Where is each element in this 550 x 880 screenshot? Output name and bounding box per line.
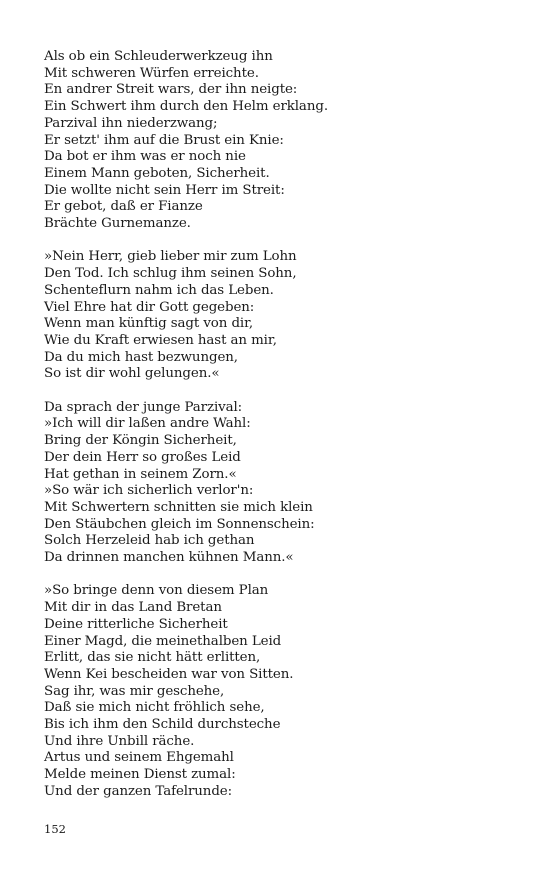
stanza-3 (44, 400, 514, 567)
verse-line: Er gebot, daß er Fianze (44, 199, 203, 215)
verse-line: Schenteflurn nahm ich das Leben. (44, 282, 274, 298)
verse-line: Da drinnen manchen kühnen Mann.« (44, 550, 294, 566)
verse-line: Hat gethan in seinem Zorn.« (44, 466, 237, 482)
verse-line: Einer Magd, die meinethalben Leid (44, 633, 282, 649)
poem-text (44, 49, 514, 801)
verse-line: Er setzt' ihm auf die Brust ein Knie: (44, 132, 284, 148)
verse-line: Wenn Kei bescheiden war von Sitten. (44, 666, 294, 682)
verse-line: »So wär ich sicherlich verlor'n: (44, 483, 254, 499)
verse-line: Mit schweren Würfen erreichte. (44, 65, 259, 81)
verse-line: Solch Herzeleid hab ich gethan (44, 533, 255, 549)
verse-line: Da sprach der junge Parzival: (44, 399, 243, 415)
verse-line: Melde meinen Dienst zumal: (44, 767, 236, 783)
verse-line: Die wollte nicht sein Herr im Streit: (44, 182, 285, 198)
verse-line: Bring der Köngin Sicherheit, (44, 433, 237, 449)
verse-line: Wenn man künftig sagt von dir, (44, 316, 254, 332)
verse-line: Bis ich ihm den Schild durchsteche (44, 717, 281, 733)
verse-line: Den Stäubchen gleich im Sonnenschein: (44, 516, 315, 532)
verse-line: Mit Schwertern schnitten sie mich klein (44, 499, 313, 515)
verse-line: Sag ihr, was mir geschehe, (44, 683, 225, 699)
verse-line: Viel Ehre hat dir Gott gegeben: (44, 299, 255, 315)
page-number: 152 (44, 822, 66, 836)
verse-line: Daß sie mich nicht fröhlich sehe, (44, 700, 265, 716)
verse-line: Artus und seinem Ehgemahl (44, 750, 234, 766)
stanza-2 (44, 249, 514, 383)
verse-line: So ist dir wohl gelungen.« (44, 366, 220, 382)
verse-line: Deine ritterliche Sicherheit (44, 616, 228, 632)
verse-line: Und ihre Unbill räche. (44, 733, 195, 749)
verse-line: Mit dir in das Land Bretan (44, 600, 222, 616)
verse-line: Erlitt, das sie nicht hätt erlitten, (44, 650, 261, 666)
verse-line: Einem Mann geboten, Sicherheit. (44, 165, 270, 181)
verse-line: Ein Schwert ihm durch den Helm erklang. (44, 99, 328, 115)
verse-line: Da du mich hast bezwungen, (44, 349, 238, 365)
verse-line: Parzival ihn niederzwang; (44, 115, 218, 131)
stanza-1 (44, 49, 514, 233)
verse-line: Den Tod. Ich schlug ihm seinen Sohn, (44, 266, 297, 282)
verse-line: Da bot er ihm was er noch nie (44, 149, 246, 165)
verse-line: Und der ganzen Tafelrunde: (44, 783, 233, 799)
verse-line: Der dein Herr so großes Leid (44, 449, 241, 465)
verse-line: Als ob ein Schleuderwerkzeug ihn (44, 49, 273, 64)
verse-line: Brächte Gurnemanze. (44, 216, 191, 232)
verse-line: »Nein Herr, gieb lieber mir zum Lohn (44, 249, 297, 265)
verse-line: »Ich will dir laßen andre Wahl: (44, 416, 251, 432)
verse-line: Wie du Kraft erwiesen hast an mir, (44, 332, 277, 348)
stanza-4 (44, 583, 514, 800)
verse-line: »So bringe denn von diesem Plan (44, 583, 269, 599)
verse-line: En andrer Streit wars, der ihn neigte: (44, 82, 298, 98)
